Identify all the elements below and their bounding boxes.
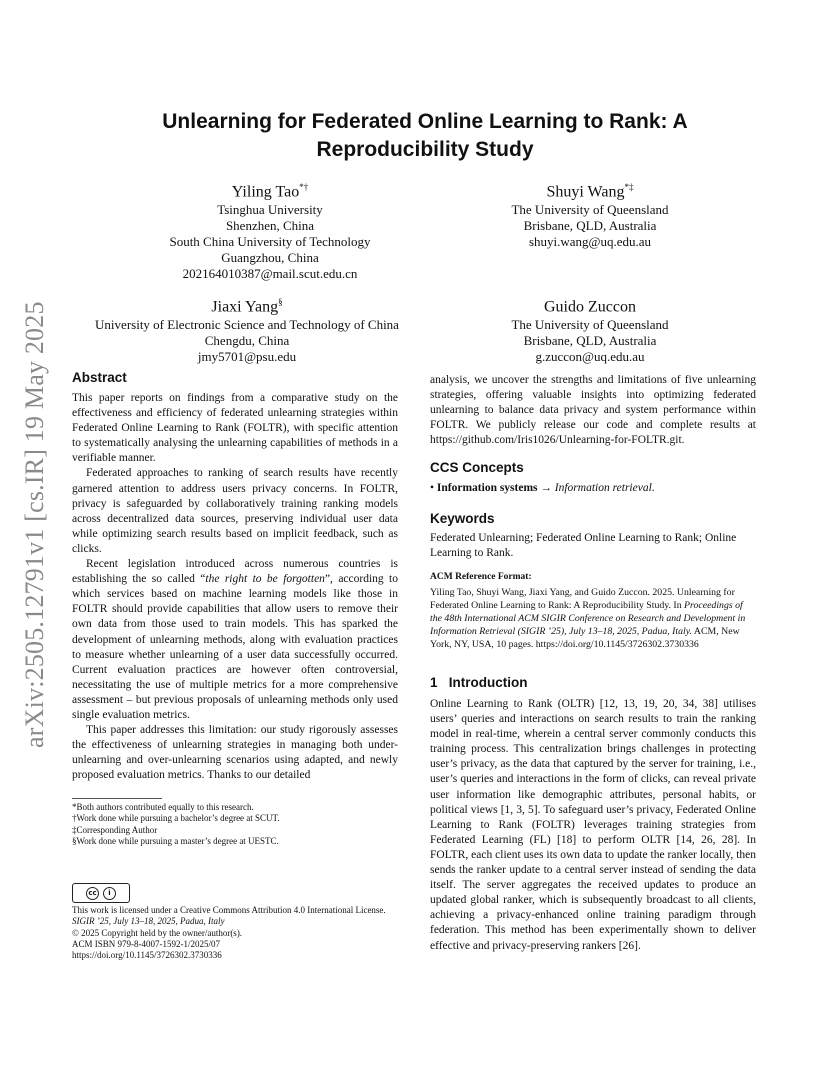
footnote: †Work done while pursuing a bachelor’s degree at SCUT. (72, 813, 280, 824)
author-affiliation: Tsinghua University (217, 202, 323, 218)
footnote-rule (72, 798, 162, 799)
copyright-line: © 2025 Copyright held by the owner/author(s). (72, 927, 243, 938)
author-email[interactable]: g.zuccon@uq.edu.au (535, 349, 645, 365)
arxiv-identifier: arXiv:2505.12791v1 [cs.IR] 19 May 2025 (20, 301, 49, 749)
arrow: → (540, 482, 552, 494)
conference-line: SIGIR ’25, July 13–18, 2025, Padua, Italy (72, 916, 225, 927)
author-affiliation: University of Electronic Science and Technology of China (95, 317, 399, 333)
keywords: Federated Unlearning; Federated Online Learning to Rank; Online Learning to Rank. (430, 532, 737, 560)
footnote: §Work done while pursuing a master’s degree at UESTC. (72, 835, 279, 846)
license-info (72, 905, 412, 961)
author-email[interactable]: 202164010387@mail.scut.edu.cn (182, 266, 358, 282)
introduction-heading (430, 675, 528, 690)
author-name: Yiling Tao*† (231, 182, 309, 201)
author-block-4 (440, 292, 740, 365)
author-block-3 (72, 292, 422, 365)
author-affiliation: Brisbane, QLD, Australia (523, 333, 657, 349)
isbn-line: ACM ISBN 979-8-4007-1592-1/2025/07 (72, 938, 220, 949)
footnote: *Both authors contributed equally to this research. (72, 802, 254, 812)
abstract-paragraph: This paper addresses this limitation: our study rigorously assesses the effectiveness of unlearning strategies in managing both under-unlearning and over-unlearning scenarios using adapted, and newly proposed evaluation metrics. Thanks to our detailed (72, 724, 398, 782)
author-name: Shuyi Wang*‡ (546, 182, 634, 201)
author-affiliation: South China University of Technology (169, 234, 371, 250)
paper-title: Unlearning for Federated Online Learning to Rank: A Reproducibility Study (162, 110, 688, 161)
ccs-category: Information systems (436, 482, 538, 494)
abstract-body (72, 391, 398, 783)
doi-link[interactable]: https://doi.org/10.1145/3726302.3730336 (72, 950, 222, 961)
section-title: Introduction (448, 675, 528, 690)
author-affiliation: The University of Queensland (511, 317, 669, 333)
abstract-continuation (430, 373, 756, 448)
introduction-paragraph: Online Learning to Rank (OLTR) [12, 13, 19, 20, 34, 38] utilises users’ queries and interactions on search results to train the ranking model in real-time, wherein a central server commonly conducts this training process. This centralization brings challenges in protecting user’s privacy, as the data that captured by the server for training, i.e., user’s queries and interactions in the form of clicks, can reveal private user information like demographic attributes, personal habits, or political views [1, 3, 5]. To safeguard user’s privacy, Federated Online Learning to Rank (FOLTR) leverages training strategies from Federated Learning (FL) [18] to perform OLTR [14, 26, 28]. In FOLTR, each client uses its own data to update the ranker locally, then sends the ranker update to a central server instead of sending the data itself. The server aggregates the received updates to produce an updated global ranker, which is subsequently broadcast to all clients, achieving a privacy-enhanced online training paradigm through federation. This method has been experimentally shown to deliver effective and privacy-preserving rankers [26]. (430, 698, 756, 952)
section-number: 1 (430, 675, 438, 690)
author-block-1 (120, 177, 420, 282)
author-affiliation: Shenzhen, China (225, 218, 315, 234)
creative-commons-by-logo[interactable] (72, 883, 130, 903)
author-name: Jiaxi Yang§ (211, 297, 283, 316)
acm-reference: Yiling Tao, Shuyi Wang, Jiaxi Yang, and Guido Zuccon. 2025. Unlearning for Federated Online Learning to Rank: A Reproducibility Study. In Proceedings of the 48th International ACM SIGIR Conference on Research and Development in Information Retrieval (SIGIR ’25), July 13–18, 2025, Padua, Italy. ACM, New York, NY, USA, 10 pages. https://doi.org/10.1145/3726302.3730336 (430, 587, 746, 650)
abstract-paragraph: This paper reports on findings from a comparative study on the effectiveness and efficiency of federated unlearning strategies within Federated Online Learning to Rank (FOLTR), with specific attention to systematically analysing the unlearning capabilities of methods in a verifiable manner. (72, 392, 398, 465)
author-affiliation: Guangzhou, China (221, 250, 319, 266)
author-block-2 (440, 177, 740, 250)
bullet: • (430, 482, 435, 494)
author-affiliation: Chengdu, China (204, 333, 290, 349)
abstract-paragraph: Federated approaches to ranking of search results have recently garnered attention to address users privacy concerns. In FOLTR, privacy is safeguarded by collaboratively training ranking models across decentralized data sources, preserving individual user data while optimizing search results based on implicit feedback, such as clicks. (72, 467, 398, 555)
acm-reference-heading: ACM Reference Format: (430, 572, 532, 582)
author-name: Guido Zuccon (544, 298, 636, 316)
license-line: This work is licensed under a Creative Commons Attribution 4.0 International License. (72, 905, 386, 915)
ccs-concepts-heading: CCS Concepts (430, 460, 524, 475)
footnotes (72, 802, 398, 847)
author-affiliation: Brisbane, QLD, Australia (523, 218, 657, 234)
cc-icon: cc (86, 887, 99, 900)
abstract-paragraph: Recent legislation introduced across numerous countries is establishing the so called “the right to be forgotten”, according to which services based on machine learning models like those in FOLTR should provide capabilities that allow users to remove their own data from those used to train models. This has sparked the development of unlearning methods, along with evaluation practices to measure whether unlearning of a user data successfully occurred. Current evaluation practices are however often controversial, necessitating the use of multiple metrics for a more comprehensive assessment – but previous proposals of unlearning methods only used single evaluation metrics. (72, 558, 398, 721)
keywords-heading: Keywords (430, 511, 495, 526)
ccs-concept: Information retrieval (554, 482, 652, 494)
abstract-heading: Abstract (72, 370, 127, 385)
introduction-body (430, 697, 756, 954)
author-affiliation: The University of Queensland (511, 202, 669, 218)
author-email[interactable]: shuyi.wang@uq.edu.au (528, 234, 652, 250)
author-email[interactable]: jmy5701@psu.edu (197, 349, 297, 365)
ccs-concepts: • Information systems → Information retrieval. (430, 482, 655, 494)
abstract-paragraph: analysis, we uncover the strengths and limitations of five unlearning strategies, offering valuable insights into optimizing federated unlearning to balance data privacy and system performance within FOLTR. We publicly release our code and complete results at https://github.com/Iris1026/Unlearning-for-FOLTR.git. (430, 374, 756, 447)
footnote: ‡Corresponding Author (72, 824, 158, 835)
attribution-icon: i (103, 887, 116, 900)
